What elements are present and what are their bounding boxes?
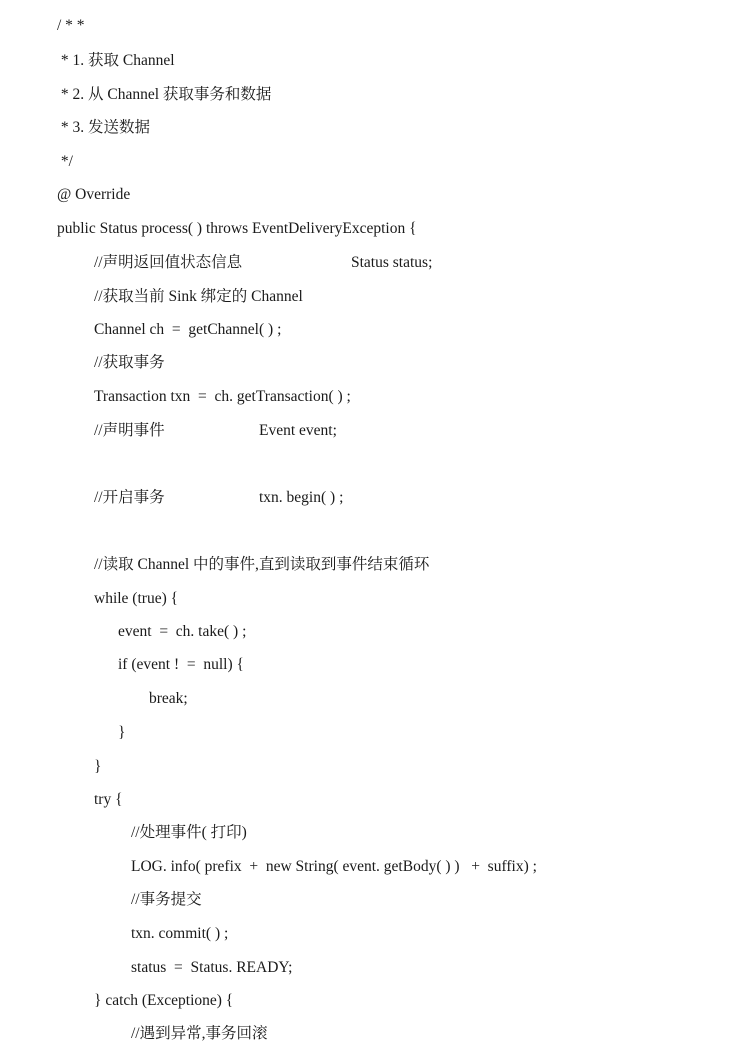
- code-line: }: [118, 724, 126, 741]
- code-line: //声明返回值状态信息: [94, 254, 243, 271]
- code-line: //处理事件( 打印): [131, 824, 247, 841]
- code-line: while (true) {: [94, 590, 179, 607]
- code-line: //开启事务: [94, 489, 165, 506]
- code-line: //声明事件: [94, 422, 165, 439]
- code-line: public Status process( ) throws EventDeliveryException {: [57, 220, 417, 237]
- code-line: //获取当前 Sink 绑定的 Channel: [94, 288, 303, 305]
- code-line: @ Override: [57, 186, 131, 203]
- code-line: txn. commit( ) ;: [131, 925, 229, 942]
- code-line: } catch (Exceptione) {: [94, 992, 234, 1009]
- code-line: break;: [149, 690, 188, 707]
- code-line: Status status;: [351, 254, 433, 271]
- code-line: //读取 Channel 中的事件,直到读取到事件结束循环: [94, 556, 430, 573]
- code-line: * 3. 发送数据: [57, 119, 151, 136]
- code-line: try {: [94, 791, 123, 808]
- code-line: if (event ! = null) {: [118, 656, 244, 673]
- code-line: status = Status. READY;: [131, 959, 293, 976]
- code-line: * 1. 获取 Channel: [57, 52, 175, 69]
- code-line: Transaction txn = ch. getTransaction( ) ;: [94, 388, 351, 405]
- code-line: event = ch. take( ) ;: [118, 623, 247, 640]
- code-line: Channel ch = getChannel( ) ;: [94, 321, 282, 338]
- code-line: }: [94, 758, 102, 775]
- code-line: txn. begin( ) ;: [259, 489, 344, 506]
- code-line: //遇到异常,事务回滚: [131, 1025, 268, 1042]
- code-line: */: [57, 153, 73, 170]
- code-line: / * *: [57, 17, 85, 34]
- code-line: //事务提交: [131, 891, 202, 908]
- code-line: Event event;: [259, 422, 337, 439]
- code-line: LOG. info( prefix + new String( event. getBody( ) ) + suffix) ;: [131, 858, 537, 875]
- code-line: * 2. 从 Channel 获取事务和数据: [57, 86, 272, 103]
- code-line: //获取事务: [94, 354, 165, 371]
